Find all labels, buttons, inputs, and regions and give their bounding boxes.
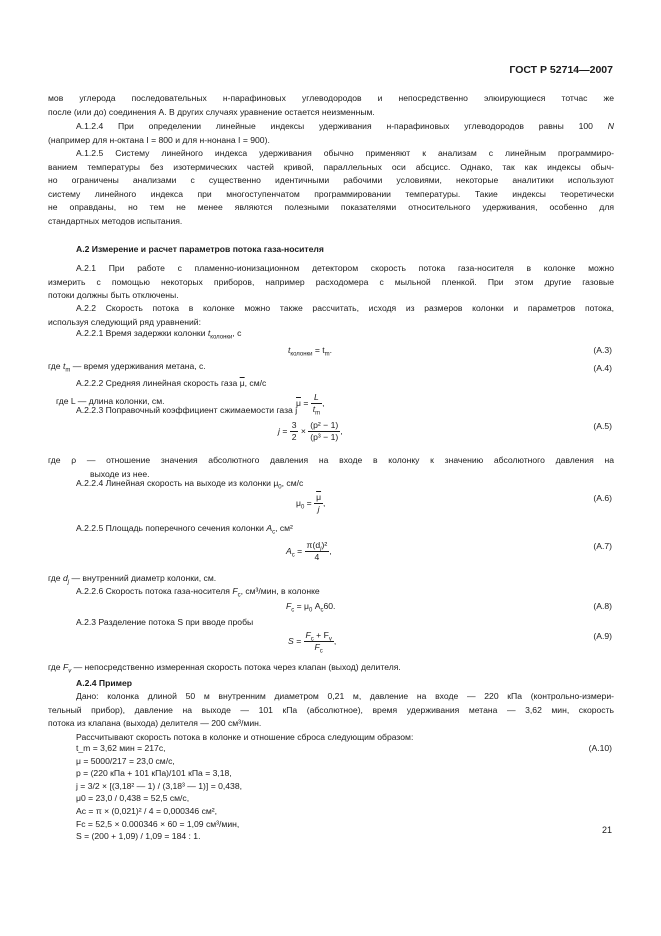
eq-text: = μ (294, 601, 309, 611)
eq-symbol: $\overline{\mu}$ (296, 397, 301, 408)
eq-text: , (329, 545, 332, 556)
calc-line: Fc = 52,5 × 0.000346 × 60 = 1,09 см³/мин, (76, 818, 240, 829)
denominator: 2 (291, 432, 297, 442)
where-a23 (48, 661, 401, 675)
equation-number: (А.7) (593, 541, 612, 551)
eq-text: = t (312, 345, 325, 355)
numerator: (p² − 1) (310, 420, 339, 430)
eq-text: × (298, 425, 309, 436)
eq-text: , (323, 497, 326, 508)
text-line: где ρ — отношение значения абсолютного давления на входе в колонку к значению абсолютного давления на (48, 455, 614, 465)
unit-text: , см² (275, 523, 293, 533)
equation-number: (А.6) (593, 493, 612, 503)
section-a22 (48, 302, 614, 329)
subscript: 0 (278, 484, 282, 491)
text-line: А.2.2 Скорость потока в колонке можно также рассчитать, исходя из размеров колонки и параметров потока, (76, 303, 614, 313)
fraction (304, 630, 337, 655)
denominator: (p³ − 1) (310, 432, 339, 442)
unit-text: , см/с (281, 478, 304, 488)
section-heading-a24: А.2.4 Пример (76, 678, 133, 688)
equation-number: (А.4) (593, 363, 612, 373)
text-line: А.2.1 При работе с пламенно-ионизационном детектором скорость потока газа-носителя в колонке можно (76, 263, 614, 273)
denominator (311, 404, 322, 415)
eq-text: = (294, 545, 305, 556)
eq-text: . (329, 345, 333, 355)
calc-line: μ0 = 23,0 / 0,438 = 52,5 см/с, (76, 793, 190, 804)
text-line: (например для н-октана I = 800 и для н-нонана I = 900). (48, 134, 270, 145)
symbol: $\overline{\mu}$ (239, 378, 245, 388)
example-paragraph (48, 690, 614, 744)
den-subscript: c (319, 648, 323, 655)
equation-number: (А.10) (588, 743, 612, 753)
eq-text: = (304, 497, 315, 508)
intro-paragraph (48, 92, 614, 119)
eq-subscript: c (291, 607, 295, 614)
text-line: Рассчитывают скорость потока в колонке и отношение сброса следующим образом: (76, 731, 414, 742)
eq-symbol: μ (296, 497, 301, 508)
a221-label (76, 327, 241, 341)
equation-a5 (278, 420, 343, 443)
equation-a4 (296, 392, 325, 415)
den-text: F (314, 642, 320, 652)
num-subscript: c (310, 636, 314, 643)
equation-a9 (288, 630, 336, 653)
numerator (305, 540, 330, 552)
section-heading-a2: А.2 Измерение и расчет параметров потока газа-носителя (76, 244, 324, 254)
equation-number: (А.5) (593, 421, 612, 431)
subscript: колонки (210, 334, 233, 341)
fraction (308, 420, 343, 443)
fraction (305, 540, 330, 563)
where-text: — время удерживания метана, с. (70, 361, 206, 371)
equation-number: (А.3) (593, 345, 612, 355)
fraction (314, 492, 326, 515)
where-text: где (48, 662, 61, 672)
numerator: $\overline{\mu}$ (316, 492, 322, 502)
calc-line: p = (220 кПа + 101 кПа)/101 кПа = 3,18, (76, 768, 232, 779)
where-subscript: m (65, 367, 71, 374)
text-line: но ограничены анализами с существенно идентичными рабочими условиями, некоторые аналитики используют (48, 175, 614, 186)
eq-text: 60. (323, 601, 336, 611)
text-line: тельный прибор), давление на выходе — 101 кПа (абсолютное), время удерживания метана — 3,62 мин, скорость (48, 704, 614, 715)
equation-a7 (286, 540, 332, 563)
equation-number: (А.9) (593, 631, 612, 641)
unit-text: , см³/мин, в колонке (240, 586, 320, 596)
equation-a8 (286, 600, 335, 614)
equation-number: (А.8) (593, 601, 612, 611)
where-symbol: d (62, 573, 68, 583)
unit-text: , см/с (244, 378, 267, 388)
symbol: F (232, 586, 238, 596)
where-text: — непосредственно измеренная скорость потока через клапан (выход) делителя. (71, 662, 401, 672)
text-line: не оправданы, но тем не менее являются полезными показателями относительного удерживания, особенно для (48, 202, 614, 213)
eq-text: = (300, 397, 311, 408)
eq-symbol: S = (288, 635, 304, 646)
a224-label (76, 477, 303, 491)
eq-symbol: F (286, 601, 292, 611)
subscript: c (237, 592, 241, 599)
eq-text: A (312, 601, 321, 611)
a23-label: А.2.3 Разделение потока S при вводе пробы (76, 617, 254, 627)
where-symbol: t (62, 361, 66, 371)
a226-label (76, 585, 320, 599)
label-text: А.2.2.5 Площадь поперечного сечения колонки (76, 523, 264, 533)
eq-text: , (333, 635, 337, 646)
num-text: F (305, 630, 311, 640)
section-a125 (48, 147, 614, 229)
text-line: стандартных методов испытания. (48, 215, 183, 226)
text-line: ванием температуры без изотермических частей кривой, параллельных оси абсцисс. Однако, так как индексы обыч- (48, 161, 614, 172)
text-line: систему линейного индекса при многоступенчатом программировании температуры. Такие индексы теоретически (48, 188, 614, 199)
text-line: мов углерода последовательных н-парафиновых углеводородов и непосредственно элюирующиеся тотчас же (48, 93, 614, 103)
num-text: )² (321, 540, 328, 550)
where-text: — внутренний диаметр колонки, см. (69, 573, 217, 583)
text-line: используя следующий ряд уравнений: (48, 316, 201, 327)
label-text: А.2.2.6 Скорость потока газа-носителя (76, 586, 230, 596)
a223-label: А.2.2.3 Поправочный коэффициент сжимаемости газа j (76, 405, 298, 415)
text-line: А.1.2.5 Систему линейного индекса удерживания обычно применяют к анализам с линейным программиро- (76, 148, 614, 158)
unit-text: , с (232, 328, 242, 338)
symbol: A (266, 523, 273, 533)
where-subscript: v (68, 668, 72, 675)
numerator: L (311, 392, 322, 404)
eq-text: , (340, 425, 343, 436)
eq-symbol: j = (278, 425, 290, 436)
den-symbol: t (312, 404, 316, 414)
calc-line: μ = 5000/217 = 23,0 см/с, (76, 755, 175, 766)
where-text: где (48, 361, 61, 371)
denominator: 4 (314, 552, 320, 562)
calculation-list (76, 742, 242, 843)
text-line: потоки должны быть отключены. (48, 290, 179, 301)
text-line: Дано: колонка длиной 50 м внутренним диаметром 0,21 м, давление на входе — 220 кПа (контрольно-измери- (76, 691, 614, 701)
where-subscript: j (67, 579, 70, 586)
where-a221 (48, 360, 206, 374)
fraction (311, 392, 325, 417)
eq-subscript: c (291, 552, 295, 559)
text-line: измерить с помощью некоторых приборов, например расходомера с мыльной пленкой. При этом другие газовые (48, 276, 614, 287)
eq-subscript: c (320, 607, 324, 614)
label-text: А.2.2.2 Средняя линейная скорость газа (76, 378, 238, 388)
calc-line: t_m = 3,62 мин = 217с, (76, 743, 166, 753)
eq-text: , (322, 397, 325, 408)
standard-header: ГОСТ Р 52714—2007 (509, 64, 613, 76)
text-line: потока из клапана (выхода) делителя — 200 см³/мин. (48, 718, 262, 729)
where-text: где (48, 573, 61, 583)
num-subscript: v (328, 636, 332, 643)
equation-a6 (296, 492, 325, 515)
text-line: выходе из нее. (90, 468, 150, 479)
numerator (304, 630, 334, 642)
section-a124 (48, 120, 614, 147)
numerator: 3 (291, 420, 297, 430)
eq-subscript: 0 (300, 504, 305, 511)
eq-subscript: колонки (290, 351, 313, 358)
num-subscript: j (320, 546, 322, 553)
calc-line: Ac = π × (0,021)² / 4 = 0,000346 см², (76, 805, 218, 816)
subscript: c (272, 529, 276, 536)
text-line (48, 120, 614, 134)
eq-subscript: m (324, 351, 330, 358)
eq-symbol: t (288, 345, 291, 355)
calc-line: j = 3/2 × [(3,18² — 1) / (3,18³ — 1)] = 0,438, (76, 780, 242, 791)
where-a222: где L — длина колонки, см. (56, 396, 165, 406)
equation-a3 (288, 344, 332, 358)
label-text: А.2.2.4 Линейная скорость на выходе из колонки (76, 478, 271, 488)
num-text: + F (313, 630, 329, 640)
where-a225 (48, 572, 216, 586)
where-symbol: F (62, 662, 69, 672)
symbol: t (207, 328, 211, 338)
text-span: А.1.2.4 При определении линейные индексы удерживания н-парафиновых углеводородов равны 100 (76, 121, 593, 131)
calc-line: S = (200 + 1,09) / 1,09 = 184 : 1. (76, 831, 201, 842)
eq-symbol: A (286, 545, 292, 556)
num-text: π(d (306, 540, 321, 550)
text-span: N (607, 121, 614, 131)
den-subscript: m (315, 410, 321, 417)
symbol: μ (273, 478, 279, 488)
text-line: после (или до) соединения А. В других случаях уравнение остается неизменным. (48, 106, 375, 117)
section-a21 (48, 262, 614, 303)
a225-label (76, 522, 293, 536)
denominator (304, 642, 334, 653)
label-text: А.2.2.1 Время задержки колонки (76, 328, 206, 338)
a222-label (76, 377, 266, 391)
eq-subscript: 0 (309, 607, 313, 614)
denominator: j (317, 504, 320, 514)
page-number: 21 (601, 825, 612, 835)
